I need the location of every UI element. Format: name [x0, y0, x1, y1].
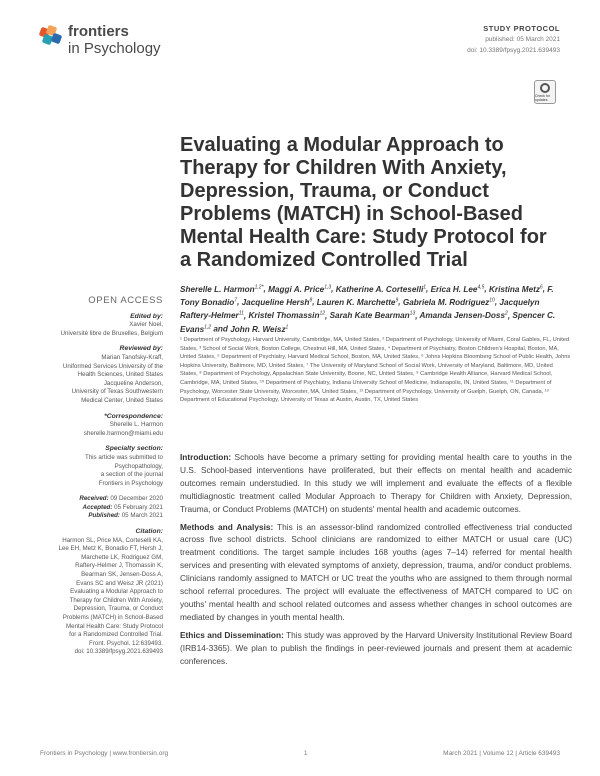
- sidebar-line: Marian Tanofsky-Kraff,: [101, 353, 163, 361]
- author-name[interactable]: Erica H. Lee$^{4,5}$: [430, 284, 485, 294]
- edited-by-heading: Edited by:: [130, 312, 163, 320]
- sidebar-line: University of Texas Southwestern: [71, 388, 163, 396]
- intro-heading: Introduction:: [180, 452, 232, 462]
- sidebar-line: Medical Center, United States: [81, 396, 163, 404]
- check-for-updates-badge[interactable]: [534, 80, 556, 104]
- sidebar-line: Xavier Noel,: [129, 321, 163, 329]
- author-affiliation-marker: 1,2: [204, 323, 212, 330]
- edited-by-list: [40, 321, 163, 338]
- sidebar-line: This article was submitted to: [84, 453, 163, 461]
- author-affiliation-marker: 6: [539, 284, 543, 290]
- sidebar-line: Frontiers in Psychology: [98, 479, 163, 487]
- check-updates-label: Check for updates: [535, 93, 550, 102]
- author-affiliation-marker: 2: [505, 310, 508, 317]
- author-affiliation-marker: 4,5: [477, 284, 485, 290]
- specialty-heading: Specialty section:: [105, 445, 163, 453]
- author-name[interactable]: Maggi A. Price$^{1,3}$: [268, 284, 332, 294]
- dates-block: [40, 495, 163, 521]
- sidebar-line: Psychopathology,: [114, 462, 163, 470]
- abstract-introduction: [180, 451, 572, 516]
- sidebar-line: doi: 10.3389/fpsyg.2021.639493: [74, 648, 163, 656]
- frontiers-logo-icon: [40, 26, 64, 46]
- sidebar-line: Bearman SK, Jensen-Doss A,: [81, 571, 163, 579]
- journal-logo: [40, 24, 161, 57]
- journal-name-line2: in Psychology: [68, 40, 161, 57]
- author-affiliation-marker: 1,2*: [254, 284, 264, 290]
- sidebar-line: Université libre de Bruxelles, Belgium: [60, 329, 163, 337]
- refresh-icon: [540, 83, 550, 93]
- sidebar-line: a section of the journal: [100, 471, 163, 479]
- open-access-label: OPEN ACCESS: [88, 295, 163, 306]
- author-name[interactable]: John R. Weisz$^1$: [230, 323, 289, 334]
- author-name[interactable]: Lauren K. Marchette$^9$: [316, 297, 399, 308]
- abstract: [180, 451, 572, 673]
- ethics-text: This study was approved by the Harvard University Institutional Review Board (IRB14-3365). We plan to publish the findings in peer-reviewed journals and present them at academic conferences.: [180, 629, 573, 666]
- sidebar-line: Sherelle L. Harmon: [109, 421, 163, 429]
- author-affiliation-marker: 1: [285, 323, 289, 330]
- author-name[interactable]: Kristel Thomassin$^{12}$: [248, 310, 326, 321]
- author-affiliation-marker: 13: [409, 310, 416, 317]
- citation-heading: Citation:: [135, 528, 163, 536]
- sidebar-line: Marchette LK, Rodriguez GM,: [81, 553, 163, 561]
- sidebar-line: Front. Psychol. 12:639493.: [89, 639, 163, 647]
- article-title: Evaluating a Modular Approach to Therapy for Children With Anxiety, Depression, Trauma, or Conduct Problems (MATCH) in School-Based Mental Health Care: Study Protocol for a Randomized Controlled Trial: [180, 134, 547, 271]
- sidebar-line: for a Randomized Controlled Trial.: [69, 631, 163, 639]
- intro-text: Schools have become a primary setting for providing mental health care to youths in the U.S. School-based interventions have proliferated, but their effects on mental health and academic outcomes remain understudied. In this study we will implement and evaluate the effects of a flexible multidiagnostic treatment called Modular Approach to Therapy for Children with Anxiety, Depression, Trauma, or Conduct Problems (MATCH) on students' mental health and academic outcomes.: [180, 452, 572, 514]
- sidebar-line: Mental Health Care: Study Protocol: [66, 622, 163, 630]
- author-name[interactable]: Spencer C. Evans$^{1,2}$: [180, 311, 556, 334]
- sidebar-line: Health Sciences, United States: [77, 371, 163, 379]
- article-type: STUDY PROTOCOL: [483, 24, 560, 33]
- sidebar-line: Therapy for Children With Anxiety,: [69, 596, 163, 604]
- author-affiliation-marker: 9: [395, 297, 399, 304]
- abstract-methods: [180, 521, 572, 624]
- published-date-sidebar: Published: 05 March 2021: [88, 512, 163, 520]
- ethics-heading: Ethics and Dissemination:: [180, 629, 284, 640]
- correspondence-heading: *Correspondence:: [104, 412, 163, 420]
- author-name[interactable]: Katherine A. Corteselli$^1$: [335, 284, 427, 294]
- affiliations: ¹ Department of Psychology, Harvard University, Cambridge, MA, United States, ² Department of Psychology, University of Miami, Coral Gables, FL, United States, ³ School of Social Work, Boston College, Chestnut Hill, MA, United States, ⁴ Department of Psychiatry, Boston Children's Hospital, Boston, MA, United States, ⁵ Department of Psychiatry, Harvard Medical School, Boston, MA, United States, ⁶ Johns Hopkins Bloomberg School of Public Health, Johns Hopkins University, Baltimore, MD, United States, ⁷ The University of Maryland School of Social Work, University of Maryland, Baltimore, MD, United States, ⁸ Department of Psychology, Appalachian State University, Boone, NC, United States, ⁹ Cambridge Health Alliance, Harvard Medical School, Cambridge, MA, United States, ¹⁰ Department of Psychiatry, Indiana University School of Medicine, Indianapolis, IN, United States, ¹¹ Department of Psychology, Worcester State University, Worcester, MA, United States, ¹² Department of Psychology, University of Guelph, Guelph, ON, Canada, ¹³ Department of Educational Psychology, University of Texas at Austin, Austin, TX, United States: [180, 337, 571, 404]
- citation-list: [40, 537, 163, 657]
- specialty-list: [40, 454, 163, 488]
- author-name[interactable]: Jacquelyn Raftery-Helmer$^{11}$: [180, 298, 540, 321]
- author-list: Sherelle L. Harmon$^{1,2*}$, Maggi A. Price$^{1,3}$, Katherine A. Corteselli$^1$, Erica H. Lee$^{4,5}$, Kristina Metz$^6$, F. Tony Bonadio$^7$, Jacqueline Hersh$^8$, Lauren K. Marchette$^9$, Gabriela M. Rodriguez$^{10}$, Jacquelyn Raftery-Helmer$^{11}$, Kristel Thomassin$^{12}$, Sarah Kate Bearman$^{13}$, Amanda Jensen-Doss$^2$, Spencer C. Evans$^{1,2}$ and John R. Weisz$^1$: [180, 284, 556, 334]
- journal-name-line1: frontiers: [68, 23, 129, 40]
- published-date: published: 05 March 2021: [485, 36, 560, 43]
- sidebar-line: sherelle.harmon@miami.edu: [83, 429, 163, 437]
- author-affiliation-marker: 8: [309, 297, 313, 304]
- sidebar-line: Problems (MATCH) in School-Based: [62, 614, 163, 621]
- author-name[interactable]: Jacqueline Hersh$^8$: [241, 297, 313, 308]
- methods-heading: Methods and Analysis:: [180, 521, 274, 532]
- footer-journal-link[interactable]: Frontiers in Psychology | www.frontiersin.org: [40, 750, 169, 757]
- sidebar-line: Harmon SL, Price MA, Corteselli KA,: [62, 536, 163, 544]
- received-date: Received: 09 December 2020: [79, 495, 163, 503]
- author-name[interactable]: F. Tony Bonadio$^7$: [180, 284, 554, 308]
- correspondence-list[interactable]: [40, 421, 163, 438]
- reviewed-by-heading: Reviewed by:: [119, 345, 163, 353]
- author-name[interactable]: Amanda Jensen-Doss$^2$: [419, 310, 508, 321]
- reviewed-by-list: [40, 354, 163, 406]
- author-name[interactable]: Kristina Metz$^6$: [488, 284, 543, 294]
- author-affiliation-marker: 1,3: [324, 284, 332, 290]
- author-affiliation-marker: 12: [319, 310, 326, 317]
- methods-text: This is an assessor-blind randomized controlled effectiveness trial conducted across five school districts. School clinicians are randomized to either MATCH or usual care (UC) treatment conditions. The target sample includes 168 youths (ages 7–14) referred for mental health services and presenting with elevated symptoms of anxiety, depression, trauma, and/or conduct problems. Clinicians randomly assigned to MATCH or UC treat the youths who are assigned to them through normal school referral procedures. The project will evaluate the effectiveness of MATCH compared to UC on youths' mental health and school related outcomes and assess whether changes in school outcomes are mediated by changes in youth mental health.: [180, 521, 572, 622]
- article-sidebar: [40, 297, 163, 657]
- sidebar-line: Raftery-Helmer J, Thomassin K,: [75, 562, 163, 570]
- author-name[interactable]: Sherelle L. Harmon$^{1,2*}$: [180, 284, 264, 294]
- doi-link[interactable]: doi: 10.3389/fpsyg.2021.639493: [467, 47, 560, 54]
- footer-volume-info: March 2021 | Volume 12 | Article 639493: [443, 750, 560, 757]
- author-affiliation-marker: 1: [423, 284, 427, 290]
- sidebar-line: Evans SC and Weisz JR (2021): [76, 579, 163, 587]
- author-affiliation-marker: 11: [238, 310, 244, 317]
- page-footer: [40, 750, 560, 757]
- author-affiliation-marker: 7: [234, 297, 238, 304]
- author-name[interactable]: Gabriela M. Rodriguez$^{10}$: [402, 297, 495, 308]
- abstract-ethics: [180, 629, 572, 668]
- sidebar-line: Jacqueline Anderson,: [103, 379, 163, 387]
- sidebar-line: Evaluating a Modular Approach to: [70, 588, 163, 596]
- sidebar-line: Depression, Trauma, or Conduct: [73, 605, 163, 613]
- page-number: 1: [303, 750, 308, 757]
- sidebar-line: Uniformed Services University of the: [62, 362, 163, 370]
- sidebar-line: Lee EH, Metz K, Bonadio FT, Hersh J,: [58, 545, 163, 553]
- article-header-info: [467, 24, 560, 55]
- accepted-date: Accepted: 05 February 2021: [82, 503, 163, 511]
- author-name[interactable]: Sarah Kate Bearman$^{13}$: [329, 310, 416, 321]
- author-affiliation-marker: 10: [489, 297, 495, 304]
